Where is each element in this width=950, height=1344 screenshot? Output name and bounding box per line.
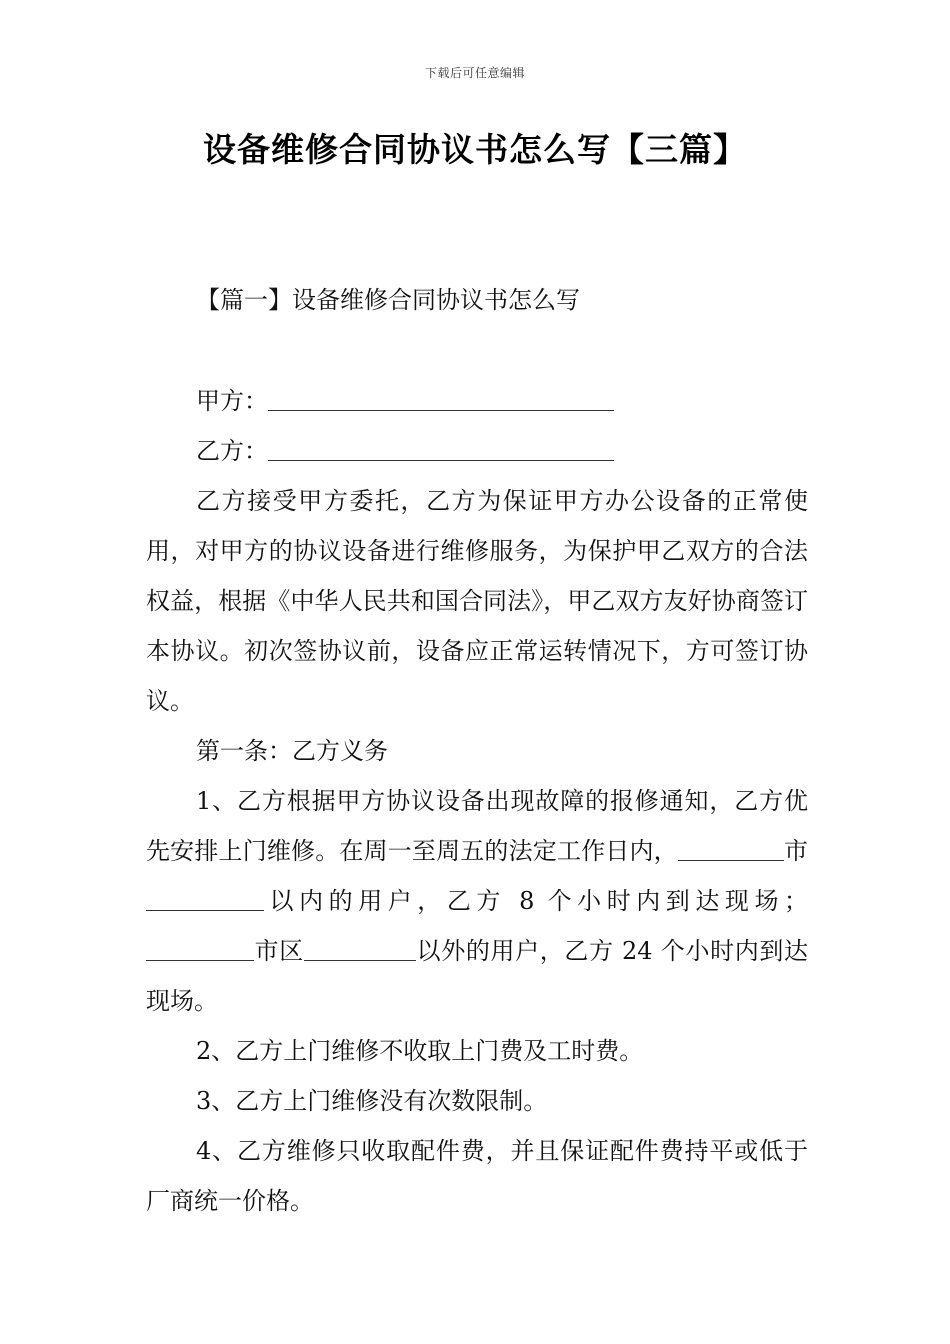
item-2-paragraph: 2、乙方上门维修不收取上门费及工时费。	[196, 1037, 644, 1065]
section-heading: 【篇一】设备维修合同协议书怎么写	[196, 286, 580, 314]
party-b-line	[146, 426, 808, 476]
item-1-paragraph	[146, 776, 808, 1026]
intro-paragraph: 乙方接受甲方委托，乙方为保证甲方办公设备的正常使用，对甲方的协议设备进行维修服务，为保护甲乙双方的合法权益，根据《中华人民共和国合同法》，甲乙双方友好协商签订本协议。初次签协议前，设备应正常运转情况下，方可签订协议。	[146, 487, 808, 715]
document-title: 设备维修合同协议书怎么写【三篇】	[203, 130, 747, 169]
area-blank-2	[304, 938, 416, 961]
item-1-text-c: 以内的用户，乙方 8 个小时内到达现场；	[264, 887, 808, 915]
item-1-text-b: 市	[783, 837, 809, 865]
article-1-heading: 第一条：乙方义务	[196, 737, 388, 765]
party-b-blank	[268, 438, 614, 461]
party-a-blank	[268, 388, 614, 411]
city-blank-2	[146, 938, 254, 961]
item-1-text-e: 以外的用户，乙方 24 个小时内到达现场。	[146, 937, 809, 1015]
item-1-text-d: 市区	[254, 937, 304, 965]
party-b-label: 乙方：	[196, 437, 268, 465]
party-a-label: 甲方：	[196, 387, 268, 415]
document-body	[146, 376, 808, 1226]
item-3-paragraph: 3、乙方上门维修没有次数限制。	[196, 1087, 548, 1115]
area-blank-1	[146, 888, 264, 911]
header-note: 下载后可任意编辑	[424, 66, 525, 80]
city-blank-1	[678, 838, 784, 861]
party-a-line	[146, 376, 808, 426]
item-1-text-a: 1、乙方根据甲方协议设备出现故障的报修通知，乙方优先安排上门维修。在周一至周五的法定工作日内，	[146, 787, 808, 865]
item-4-paragraph: 4、乙方维修只收取配件费，并且保证配件费持平或低于厂商统一价格。	[146, 1137, 808, 1215]
